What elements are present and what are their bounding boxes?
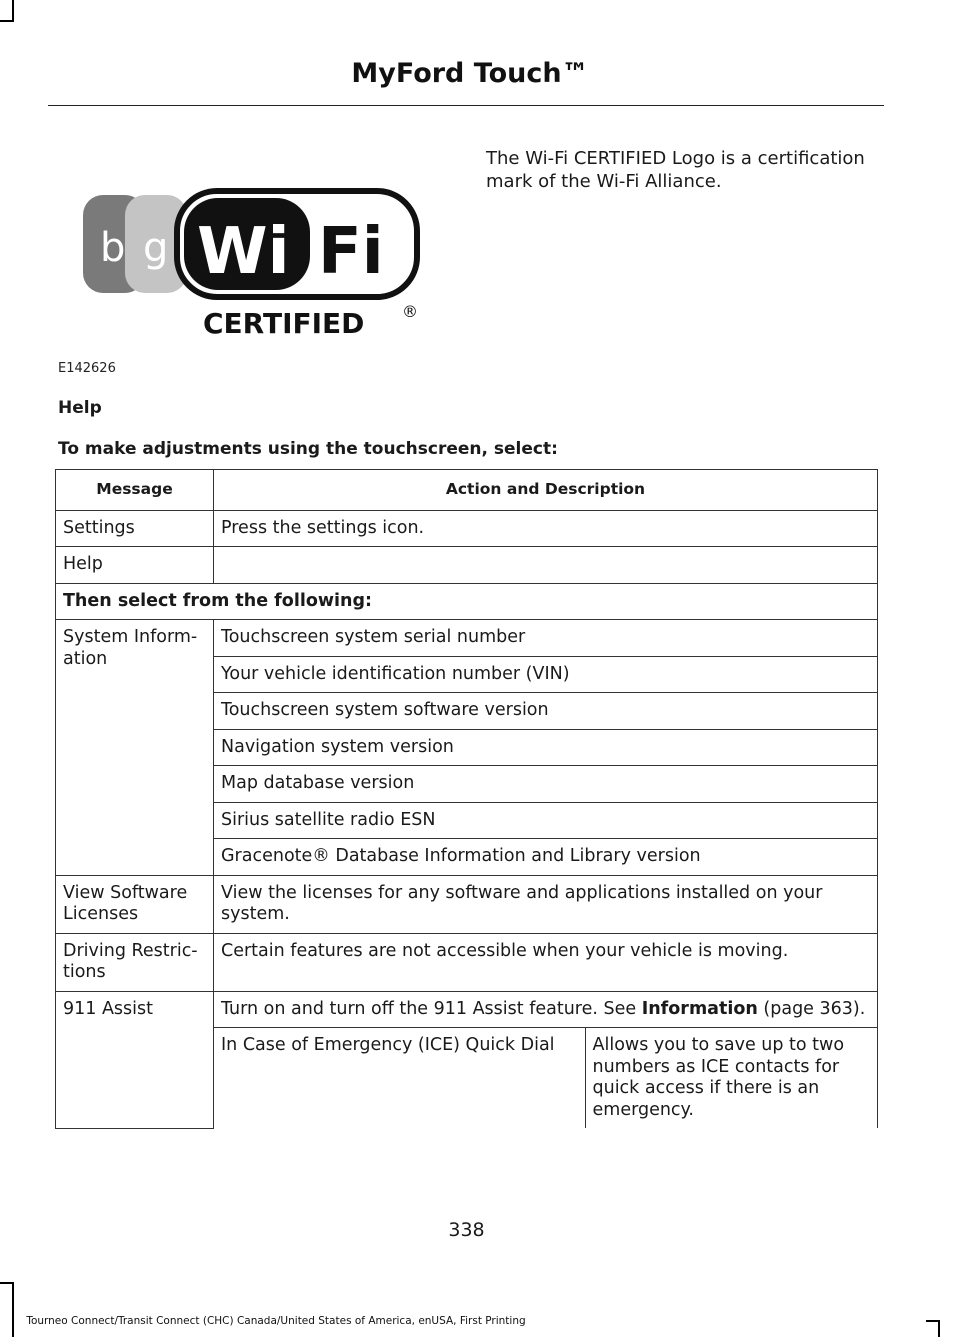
logo-registered-mark: ®: [402, 302, 418, 321]
information-link[interactable]: Information: [641, 998, 758, 1019]
intro-text: To make adjustments using the touchscreen, select:: [58, 439, 558, 459]
action-cell: [214, 991, 878, 1028]
crop-mark-bottom-right-v: [938, 1320, 940, 1337]
message-cell: Settings: [56, 510, 214, 547]
assist-action-prefix: Turn on and turn off the 911 Assist feature. See: [221, 998, 642, 1019]
crop-mark-bottom-right-h: [926, 1320, 940, 1322]
action-cell: [214, 547, 878, 584]
help-table: [55, 469, 878, 1129]
action-cell: Certain features are not accessible when your vehicle is moving.: [214, 933, 878, 991]
nested-cell: [214, 1028, 878, 1129]
action-cell: Your vehicle identification number (VIN): [214, 656, 878, 693]
message-cell: 911 Assist: [56, 991, 214, 1128]
table-row: [56, 620, 878, 657]
message-cell: View Software Licenses: [56, 875, 214, 933]
crop-mark-top-left-h: [0, 20, 14, 22]
crop-mark-top-left-v: [12, 0, 14, 22]
assist-action-suffix: (page 363).: [757, 998, 866, 1019]
logo-fi-letters: Fi: [318, 215, 384, 289]
footer-text: Tourneo Connect/Transit Connect (CHC) Canada/United States of America, enUSA, First Printing: [26, 1315, 526, 1327]
action-cell: Sirius satellite radio ESN: [214, 802, 878, 839]
page-number: 338: [448, 1219, 485, 1241]
subheading-cell: Then select from the following:: [56, 583, 878, 620]
logo-caption: The Wi-Fi CERTIFIED Logo is a certification mark of the Wi-Fi Alliance.: [486, 148, 865, 192]
message-cell: Help: [56, 547, 214, 584]
ice-subtable: [214, 1028, 877, 1128]
table-row: [56, 547, 878, 584]
crop-mark-bottom-left-v: [12, 1282, 14, 1337]
page-header-title: MyFord Touch™: [351, 58, 589, 89]
action-cell: Map database version: [214, 766, 878, 803]
table-row: [56, 875, 878, 933]
header-rule: [48, 105, 884, 106]
table-row: [56, 510, 878, 547]
column-header-message: Message: [56, 470, 214, 511]
table-row: [56, 933, 878, 991]
logo-certified-text: CERTIFIED: [203, 307, 365, 340]
table-row: [56, 991, 878, 1028]
section-heading: Help: [58, 398, 102, 418]
message-cell: System Inform-ation: [56, 620, 214, 876]
image-code: E142626: [58, 361, 116, 376]
action-cell: Gracenote® Database Information and Library version: [214, 839, 878, 876]
wifi-certified-logo: [80, 185, 425, 345]
crop-mark-bottom-left-h: [0, 1282, 14, 1284]
table-header-row: [56, 470, 878, 511]
action-cell: View the licenses for any software and applications installed on your system.: [214, 875, 878, 933]
table-row: [56, 583, 878, 620]
action-cell: Touchscreen system serial number: [214, 620, 878, 657]
logo-g-letter: g: [143, 225, 169, 271]
message-cell: Driving Restric-tions: [56, 933, 214, 991]
action-cell: Touchscreen system software version: [214, 693, 878, 730]
logo-wi-letters: Wi: [197, 215, 290, 289]
ice-label-cell: In Case of Emergency (ICE) Quick Dial: [214, 1028, 585, 1128]
ice-description-cell: Allows you to save up to two numbers as ICE contacts for quick access if there is an emergency.: [592, 1035, 845, 1120]
action-cell: Navigation system version: [214, 729, 878, 766]
logo-b-letter: b: [100, 225, 126, 271]
column-header-action: Action and Description: [214, 470, 878, 511]
action-cell: Press the settings icon.: [214, 510, 878, 547]
